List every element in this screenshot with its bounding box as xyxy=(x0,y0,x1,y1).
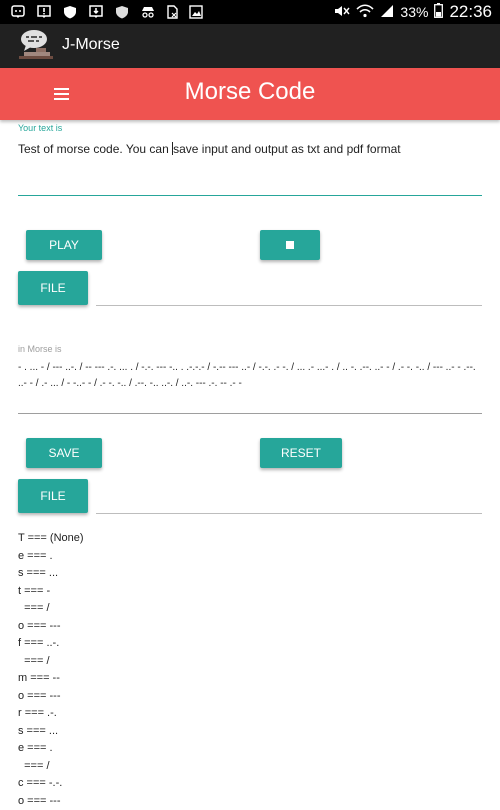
wifi-icon xyxy=(356,4,374,21)
app-title-bar xyxy=(0,24,500,68)
stop-icon xyxy=(286,241,294,249)
signal-icon xyxy=(380,4,394,21)
list-item: t === - xyxy=(18,583,318,601)
list-item: o === --- xyxy=(18,618,318,636)
image-icon xyxy=(188,4,204,20)
reset-button[interactable]: RESET xyxy=(260,438,342,468)
status-right xyxy=(334,0,492,24)
list-item: === / xyxy=(18,653,318,671)
list-item: s === ... xyxy=(18,723,318,741)
input-label: Your text is xyxy=(18,123,62,133)
list-item: T === (None) xyxy=(18,530,318,548)
toolbar xyxy=(0,68,500,120)
text-input-value-end: save input and output as txt and pdf format xyxy=(173,142,400,156)
status-bar xyxy=(0,0,500,24)
morse-output[interactable]: - . ... - / --- ..-. / -- --- .-. ... . / -.-. --- -.. . .-.-.- / -.-- --- ..- / -.-. .- -. / ... .- ...- . / .. -. .--. ..- - / .- -. -.. / --- ..- - .--. ..- - / .- ... / - -..- - / .- -. -.. / .--. -.. ..-. / ..-. --- .-. -- .- - xyxy=(18,360,482,414)
sim-icon xyxy=(164,4,180,20)
list-item: e === . xyxy=(18,548,318,566)
list-item: o === --- xyxy=(18,793,318,810)
morse-label: in Morse is xyxy=(18,344,62,354)
list-item: r === .-. xyxy=(18,705,318,723)
alert-icon xyxy=(36,4,52,20)
list-item: e === . xyxy=(18,740,318,758)
save-button[interactable]: SAVE xyxy=(26,438,102,468)
file-button-output[interactable]: FILE xyxy=(18,479,88,513)
shield-icon xyxy=(114,4,130,20)
play-button[interactable]: PLAY xyxy=(26,230,102,260)
mute-icon xyxy=(334,4,350,21)
battery-percent: 33% xyxy=(400,4,428,20)
list-item: s === ... xyxy=(18,565,318,583)
text-input[interactable] xyxy=(18,134,482,196)
stop-button[interactable] xyxy=(260,230,320,260)
download-icon xyxy=(88,4,104,20)
file-path-field-input[interactable] xyxy=(96,305,482,306)
shield-icon xyxy=(62,4,78,20)
list-item: c === -.-. xyxy=(18,775,318,793)
text-input-value-start: Test of morse code. You can xyxy=(18,142,172,156)
character-mapping-list xyxy=(18,530,318,810)
file-button-input[interactable]: FILE xyxy=(18,271,88,305)
notification-icon xyxy=(10,4,26,20)
app-logo-icon xyxy=(16,28,56,62)
list-item: m === -- xyxy=(18,670,318,688)
list-item: === / xyxy=(18,600,318,618)
page-title: Morse Code xyxy=(0,78,500,106)
file-path-field-output[interactable] xyxy=(96,513,482,514)
list-item: f === ..-. xyxy=(18,635,318,653)
battery-icon xyxy=(434,3,443,21)
list-item: o === --- xyxy=(18,688,318,706)
app-name: J-Morse xyxy=(62,36,120,54)
incognito-icon xyxy=(140,4,156,20)
list-item: === / xyxy=(18,758,318,776)
clock: 22:36 xyxy=(449,2,492,22)
